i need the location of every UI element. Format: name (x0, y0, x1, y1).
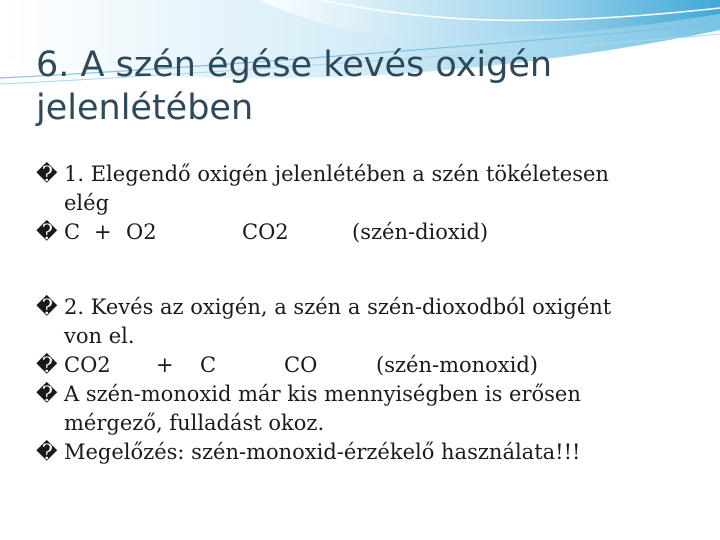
item-1-number: 1. (64, 162, 91, 186)
bullet-item-4 (36, 438, 696, 467)
eq1-plus: + (94, 220, 112, 244)
equation-1 (36, 218, 696, 247)
eq1-product-name: (szén-dioxid) (352, 220, 489, 244)
item-2-line-2: von el. (64, 324, 135, 348)
arrow-right-icon (260, 351, 284, 380)
item-2-number: 2. (64, 295, 91, 319)
item-1-line-1: Elegendő oxigén jelenlétében a szén tökéletesen (90, 162, 609, 186)
title-line-2: jelenlétében (36, 88, 254, 128)
eq1-product: CO2 (242, 220, 289, 244)
title-line-1: 6. A szén égése kevés oxigén (36, 45, 553, 85)
equation-2 (36, 351, 696, 380)
eq1-reactant-b: O2 (126, 220, 157, 244)
eq2-product: CO (284, 353, 318, 377)
eq2-product-name: (szén-monoxid) (376, 353, 539, 377)
arrow-right-icon (218, 218, 242, 247)
eq2-plus: + (156, 353, 174, 377)
item-3-line-1: A szén-monoxid már kis mennyiségben is erősen (64, 382, 581, 406)
bullet-glyph-icon: � (36, 353, 58, 377)
item-4-text: Megelőzés: szén-monoxid-érzékelő használata!!! (64, 440, 581, 464)
bullet-glyph-icon: � (36, 220, 58, 244)
bullet-glyph-icon: � (36, 382, 58, 406)
item-3-line-2: mérgező, fulladást okoz. (64, 411, 325, 435)
slide-body (36, 160, 696, 467)
bullet-item-2 (36, 293, 696, 351)
bullet-glyph-icon: � (36, 162, 58, 186)
item-1-line-2: elég (64, 191, 110, 215)
bullet-glyph-icon: � (36, 295, 58, 319)
eq1-reactant-a: C (64, 220, 81, 244)
item-2-line-1: Kevés az oxigén, a szén a szén-dioxodból oxigént (90, 295, 612, 319)
bullet-glyph-icon: � (36, 440, 58, 464)
eq2-reactant-a: CO2 (64, 353, 111, 377)
slide-title (36, 44, 696, 130)
eq2-reactant-b: C (200, 353, 217, 377)
bullet-item-1 (36, 160, 696, 218)
bullet-item-3 (36, 380, 696, 438)
